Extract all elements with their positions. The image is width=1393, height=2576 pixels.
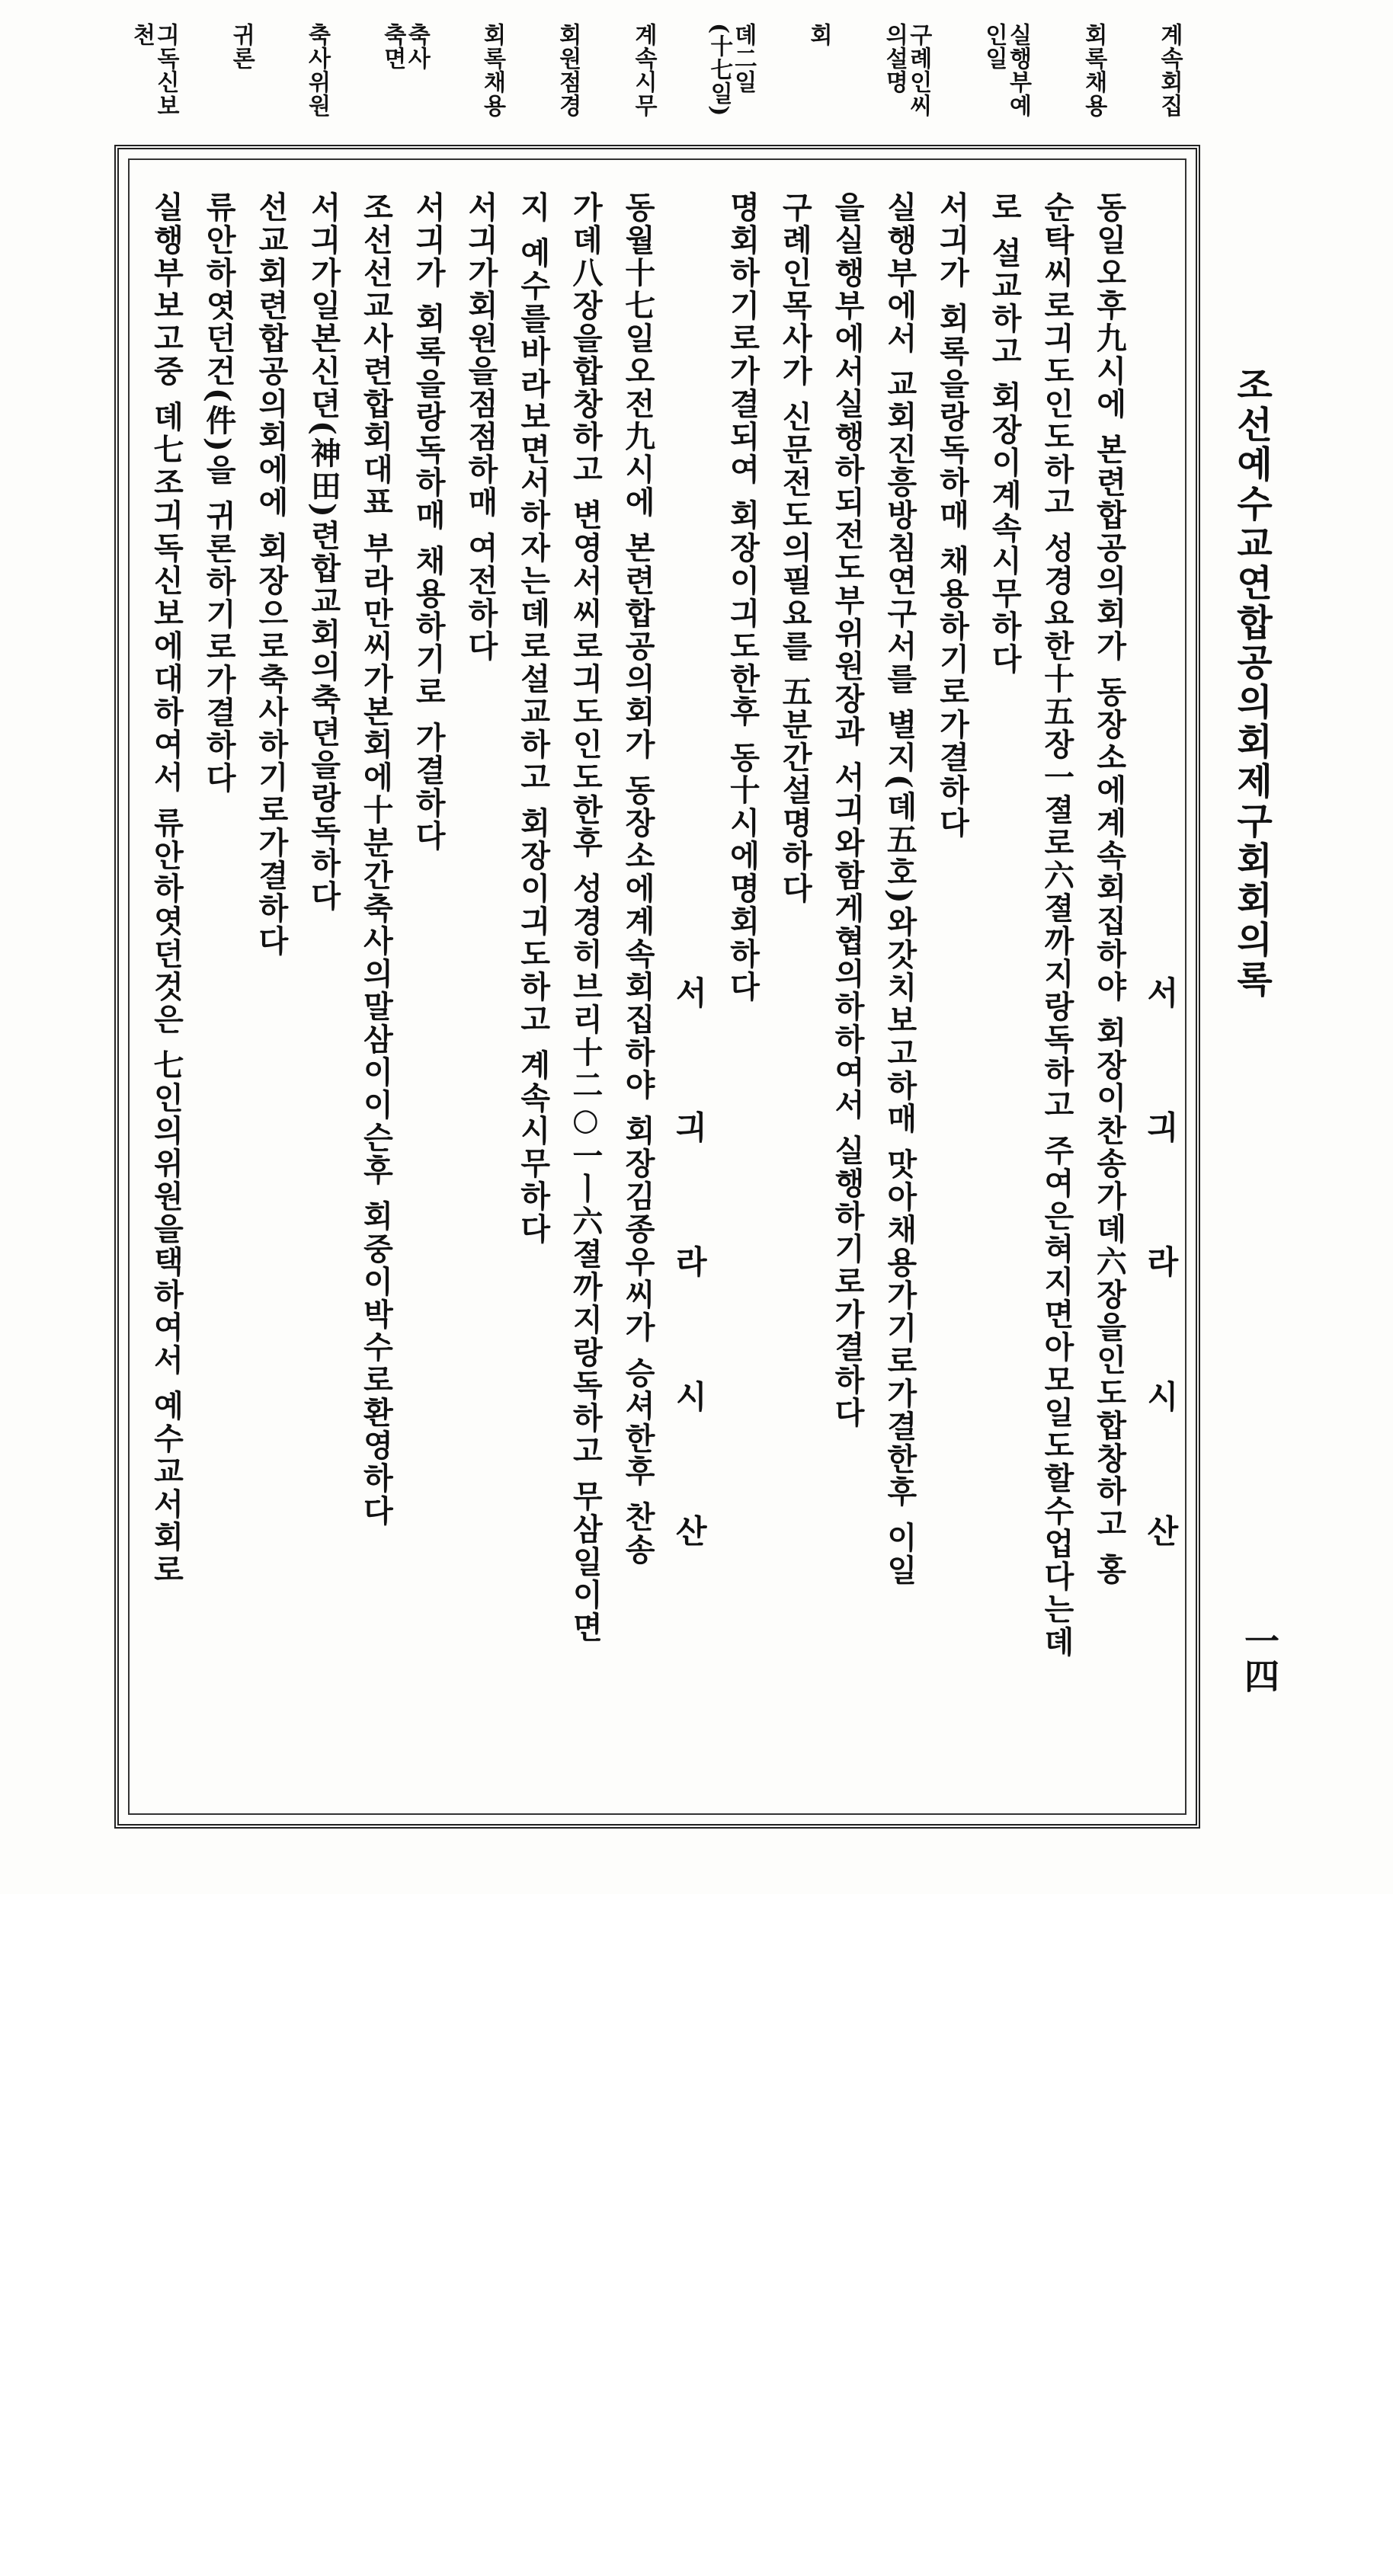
text-column: 류안하엿던건(件)을 귀론하기로가결하다 [200,191,237,795]
signature-line: 서 긔 라 시 산 [1142,976,1180,1592]
margin-note: 축사 축면 [379,23,431,70]
margin-note: 축사위원 [303,23,331,117]
text-column: 동일오후九시에 본련합공의회가 동장소에계속회집하야 회장이찬송가뎨六장을인도합창하고 홍 [1091,191,1128,1586]
text-column: 지 예수를바라보면서하자는뎨로설교하고 회장이긔도하고 계속시무하다 [515,191,552,1246]
text-column: 을실행부에서실행하되전도부위원장과 서긔와함게협의하하여서 실행하기로가결하다 [829,191,866,1429]
margin-note: 회록채용 [1080,23,1107,117]
text-column: 구례인목사가 신문전도의필요를 五분간설명하다 [777,191,813,905]
text-column: 선교회련합공의회에에 회장으로축사하기로가결하다 [253,191,290,958]
margin-note: 뎨二일 (十七일) [706,23,757,117]
margin-note: 계속회집 [1156,23,1183,117]
page-number: 一四 [1239,1623,1280,1693]
text-column: 서긔가 회록을랑독하매 채용하기로 가결하다 [410,191,447,853]
margin-note: 회록채용 [479,23,506,117]
text-column: 가뎨八장을합창하고 변영서씨로긔도인도한후 성경히브리十二○一ㅣ六졀까지랑독하고 무삼일이면 [567,191,604,1644]
text-column: 실행부에서 교회진흥방침연구서를 별지(뎨五호)와갓치보고하매 맛아채용가기로가결한후 이일 [882,191,918,1587]
text-column: 실행부보고중 뎨七조긔독신보에대하여서 류안하엿던것은 七인의위원을택하여서 예수교서회로 [149,191,184,1586]
text-column: 순탁씨로긔도인도하고 성경요한十五장一졀로六졀까지랑독하고 주여은혀지면아모일도할수업다는뎨 [1039,191,1075,1659]
margin-note: 구례인씨 의설명 [881,23,932,117]
margin-note: 회원점경 [554,23,581,117]
body-text [149,191,1178,1791]
margin-note: 계속시무 [630,23,657,117]
text-frame [114,145,1200,1829]
text-column: 동월十七일오전九시에 본련합공의회가 동장소에계속회집하야 회장김종우씨가 승셔한후 찬송 [620,191,656,1566]
text-column: 명회하기로가결되여 회장이긔도한후 동十시에명회하다 [725,191,761,1003]
signature-line: 서 긔 라 시 산 [671,976,709,1592]
margin-note: 회 [805,23,832,46]
margin-note: 긔독신보 천 [128,23,179,117]
text-column: 로 설교하고 회장이계속시무하다 [986,191,1023,676]
margin-note: 실행부예 인일 [981,23,1032,117]
text-column: 서긔가 회록을랑독하매 채용하기로가결하다 [934,191,971,840]
text-column: 조선선교사련합회대표 부라만씨가본회에十분간축사의말삼이이슨후 회중이박수로환영하다 [357,191,394,1528]
text-column: 서긔가회원을점점하매 여전하다 [463,191,499,663]
margin-notes [130,23,1181,137]
margin-note: 귀론 [228,23,255,70]
running-head: 조선예수교연합공의회제구회회의록 [1230,366,1273,1000]
text-column: 서긔가일본신뎐(神田)련합교회의축뎐을랑독하다 [306,191,342,913]
